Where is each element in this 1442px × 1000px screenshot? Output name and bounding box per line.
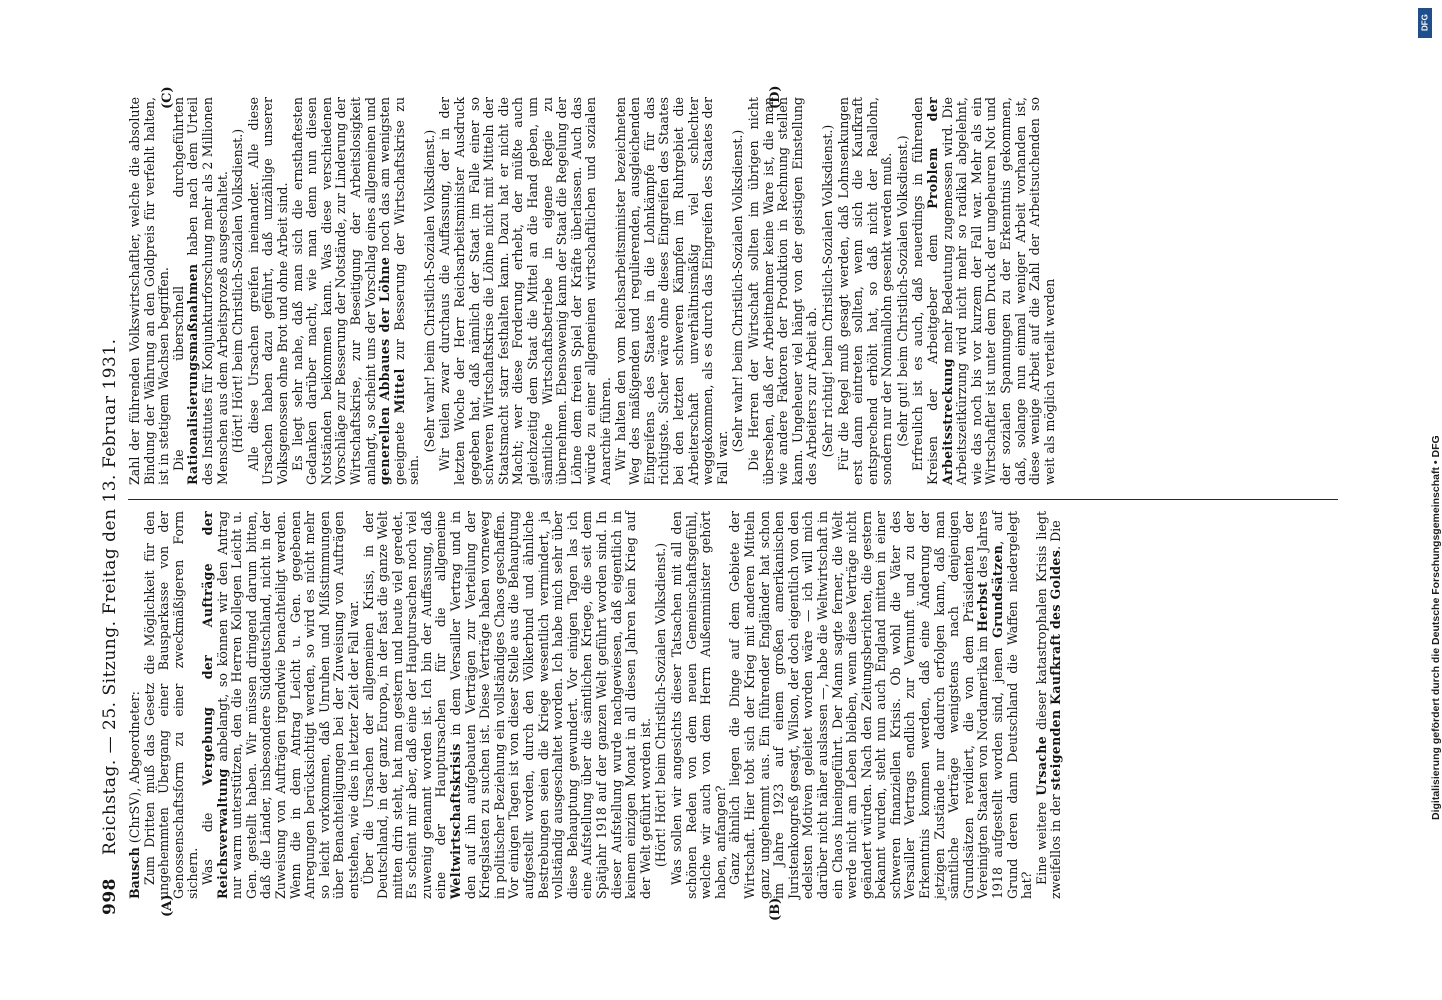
paragraph: Eine weitere Ursache dieser katastrophalen Krisis liegt zweifellos in der steigenden Kaufkraft des Goldes. Die <box>1033 510 1064 899</box>
paragraph: Wir halten den vom Reichsarbeitsminister bezeichneten Weg des mäßigenden und regulierenden, ausgleichenden Eingreifens des Staates in die Lohnkämpfe für das richtigste. Sicher wäre ohne dieses Eingreifen des Staates bei den letzten schweren Kämpfen im Ruhrgebiet die Arbeiterschaft unverhältnismäßig viel schlechter weggekommen, als es durch das Eingreifen des Staates der Fall war. <box>612 97 730 485</box>
interjection: (Hört! Hört! beim Christlich-Sozialen Volksdienst.) <box>653 542 669 868</box>
page-number: 998 <box>100 878 120 915</box>
paragraph: Es liegt sehr nahe, daß man sich die ernsthaftesten Gedanken darüber macht, wie man denn nun diesen Notständen beikommen kann. Was diese verschiedenen Vorschläge zur Besserung der Notstände, zur Linderung der Wirtschaftskrise, zur Beseitigung der Arbeitslosigkeit anlangt, so scheint uns der Vorschlag eines allgemeinen und generellen Abbaues der Löhne noch das am wenigsten geeignete Mittel zur Besserung der Wirtschaftskrise zu sein. <box>289 96 422 485</box>
emphasis: generellen Abbaues der Löhne <box>377 256 393 485</box>
paragraph: Ganz ähnlich liegen die Dinge auf dem Gebiete der Wirtschaft. Hier tobt sich der Krieg mit anderen Mitteln ganz ungehemmt aus. Ein führender Engländer hat schon im Jahre 1923 auf einem großen amerikanischen Juristenkongreß gesagt, Wilson, der doch eigentlich von den edelsten Motiven geleitet worden wäre — ich will mich darüber nicht näher auslassen —, habe die Weltwirtschaft in ein Chaos hineingeführt. Der Mann sagte ferner, die Welt werde nicht am Leben bleiben, wenn diese Verträge nicht geändert würden. Nach den Zeitungsberichten, die gestern bekannt wurden, steht nun auch England mitten in einer schweren finanziellen Krisis. Ob wohl die Väter des Versailler Vertrags endlich zur Vernunft und zu der Erkenntnis kommen werden, daß eine Änderung der jetzigen Zustände nur dadurch erfolgen kann, daß man sämtliche Verträge wenigstens nach denjenigen Grundsätzen revidiert, die von dem Präsidenten der Vereinigten Staaten von Nordamerika im Herbst des Jahres 1918 aufgestellt worden sind, jenen Grundsätzen, auf Grund deren dann Deutschland die Waffen niedergelegt hat? <box>727 511 1035 899</box>
emphasis: Mittel <box>391 368 407 414</box>
page-header <box>92 85 132 915</box>
emphasis: Rationalisierungsmaßnahmen <box>185 263 201 485</box>
emphasis: Herbst <box>975 581 991 632</box>
text-column-left <box>128 511 1343 899</box>
margin-marker-c: (C) <box>160 86 175 109</box>
speaker-suffix: (ChrSV), Abgeordneter: <box>127 691 142 848</box>
paragraph: Über die Ursachen der allgemeinen Krisis, in der Deutschland, in der ganz Europa, in der fast die ganze Welt mitten drin steht, hat man gestern und heute viel geredet. Es scheint mir aber, daß eine der Hauptursachen noch viel zuwenig genannt worden ist. Ich bin der Auffassung, daß eine der Hauptursachen für die allgemeine Weltwirtschaftskrisis in dem Versailler Vertrag und in den auf ihn aufgebauten Verträgen zur Verteilung der Kriegslasten zu suchen ist. Diese Verträge haben vorneweg in politischer Beziehung ein vollständiges Chaos geschaffen. Vor einigen Tagen ist von dieser Stelle aus die Behauptung aufgestellt worden, durch den Völkerbund und ähnliche Bestrebungen seien die Kriege wesentlich vermindert, ja vollständig ausgeschaltet worden. Ich habe mich sehr über diese Behauptung gewundert. Vor einigen Tagen las ich eine Aufstellung über die sämtlichen Kriege, die seit dem Spätjahr 1918 auf der ganzen Welt geführt worden sind. In dieser Aufstellung wurde nachgewiesen, daß eigentlich in keinem einzigen Monat in all diesen Jahren kein Krieg auf der Welt geführt worden ist. <box>360 511 653 899</box>
paragraph: Zum Dritten muß das Gesetz die Möglichkeit für den ungehemmten Übergang einer Bausparkasse von der Genossenschaftsform zu einer zweckmäßigeren Form sichern. <box>141 511 201 899</box>
paragraph: Wir teilen zwar durchaus die Auffassung, der in der letzten Woche der Herr Reichsarbeitsminister Ausdruck gegeben hat, daß nämlich der Staat im Falle einer so schweren Wirtschaftskrise die Löhne nicht mit Mitteln der Staatsmacht starr festhalten kann. Dazu hat er nicht die Macht; wer diese Forderung erhebt, der müßte auch gleichzeitig dem Staat die Mittel an die Hand geben, um sämtliche Wirtschaftsbetriebe in eigene Regie zu übernehmen. Ebensowenig kann der Staat die Regelung der Löhne dem freien Spiel der Kräfte überlassen. Auch das würde zu einer allgemeinen wirtschaftlichen und sozialen Anarchie führen. <box>437 97 613 485</box>
margin-marker-b: (B) <box>768 897 783 921</box>
page-title: Reichstag. — 25. Sitzung. Freitag den 13. Februar 1931. <box>100 338 120 855</box>
paragraph: Alle diese Ursachen greifen ineinander. Alle diese Ursachen haben dazu geführt, daß unzählige unserer Volksgenossen ohne Brot und ohne Arbeit sind. <box>245 97 290 485</box>
emphasis: Grundsätzen <box>990 544 1006 638</box>
speaker-name: Bausch <box>127 847 142 899</box>
interjection: (Sehr wahr! beim Christlich-Sozialen Volksdienst.) <box>730 129 746 453</box>
margin-marker-d: (D) <box>768 85 783 109</box>
paragraph: Die Herren der Wirtschaft sollten im übrigen nicht übersehen, daß der Arbeitnehmer keine Ware ist, die man wie andere Faktoren der Produktion in Rechnung stellen kann. Ungeheuer viel hängt von der geistigen Einstellung des Arbeiters zur Arbeit ab. <box>745 97 820 485</box>
dfg-logo: DFG <box>1418 8 1432 38</box>
interjection: (Sehr richtig! beim Christlich-Sozialen Volksdienst.) <box>819 124 835 458</box>
paragraph: Die überschnell durchgeführten Rationalisierungsmaßnahmen haben nach dem Urteil des Institutes für Konjunkturforschung mehr als 2 Millionen Menschen aus dem Arbeitsprozeß ausgeschaltet. <box>170 97 230 485</box>
emphasis: Weltwirtschaftskrisis <box>448 743 464 899</box>
paragraph: Für die Regel muß gesagt werden, daß Lohnsenkungen erst dann eintreten sollten, wenn sich die Kaufkraft entsprechend erhöht hat, so daß nicht der Reallohn, sondern nur der Nominallohn gesenkt werden muß. <box>835 97 895 485</box>
paragraph: Erfreulich ist es auch, daß neuerdings in führenden Kreisen der Arbeitgeber dem Problem der Arbeitsstreckung mehr Bedeutung zugemessen wird. Die Arbeitszeitkürzung wird nicht mehr so radikal abgelehnt, wie das noch bis vor kurzem der Fall war. Mehr als ein Wirtschaftler ist unter dem Druck der ungeheuren Not und der sozialen Spannungen zu der Erkenntnis gekommen, daß, solange nun einmal weniger Arbeit vorhanden ist, diese wenige Arbeit auf die Zahl der Arbeitsuchenden so weit als möglich verteilt werden <box>910 97 1057 485</box>
paragraph: Zahl der führenden Volkswirtschaftler, welche die absolute Bindung der Währung an den Goldpreis für verfehlt halten, ist in stetigem Wachsen begriffen. <box>127 97 172 485</box>
interjection: (Sehr gut! beim Christlich-Sozialen Volksdienst.) <box>894 135 910 447</box>
digitization-credit: Digitalisierung gefördert durch die Deutsche Forschungsgemeinschaft • DFG <box>1430 435 1442 820</box>
paragraph: Was sollen wir angesichts dieser Tatsachen mit all den schönen Reden von dem neuen Gemeinschaftsgefühl, welche wir auch von dem Herrn Außenminister gehört haben, anfangen? <box>668 511 728 899</box>
speaker-line <box>128 511 143 899</box>
column-divider <box>128 499 1338 500</box>
emphasis: steigenden Kaufkraft des Goldes <box>1048 549 1064 791</box>
interjection: (Hört! Hört! beim Christlich-Sozialen Volksdienst.) <box>230 128 246 454</box>
emphasis: Ursache <box>1033 735 1049 796</box>
rotated-document-page <box>92 85 1352 921</box>
margin-marker-a: (A) <box>160 894 175 917</box>
interjection: (Sehr wahr! beim Christlich-Sozialen Volksdienst.) <box>421 129 437 453</box>
text-column-right <box>128 97 1343 485</box>
paragraph: Was die Vergebung der Aufträge der Reichsverwaltung anbelangt, so können wir den Antrag nur warm unterstützen, den die Herren Kollegen Leicht u. Gen. gestellt haben. Wir müssen dringend darum bitten, daß die Länder, insbesondere Süddeutschland, nicht in der Zuweisung von Aufträgen irgendwie benachteiligt werden. Wenn die in dem Antrag Leicht u. Gen. gegebenen Anregungen berücksichtigt werden, so wird es nicht mehr so leicht vorkommen, daß Unruhen und Mißstimmungen über Benachteiligungen bei der Zuweisung von Aufträgen entstehen, wie dies in letzter Zeit der Fall war. <box>199 510 361 899</box>
emphasis: Vergebung der Aufträge der Reichsverwaltung <box>199 510 230 899</box>
emphasis: Problem der Arbeitsstreckung <box>925 97 955 485</box>
